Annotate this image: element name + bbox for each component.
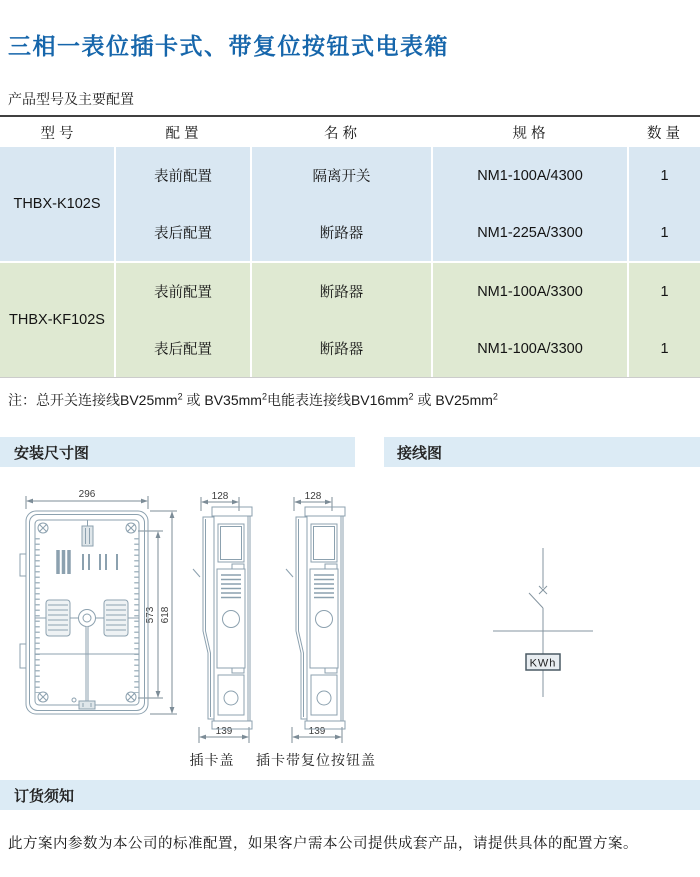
note-text: 或 BV35mm xyxy=(182,392,262,408)
side2-top-dim-label: 128 xyxy=(304,491,322,502)
name-cell: 断路器 xyxy=(250,263,431,320)
qty-cell: 1 xyxy=(627,204,700,261)
side-view-card-cover-drawing xyxy=(187,491,267,749)
name-cell: 断路器 xyxy=(250,204,431,261)
note-text: 或 BV25mm xyxy=(413,392,493,408)
col-header-spec: 规 格 xyxy=(512,125,546,142)
qty-cell: 1 xyxy=(627,147,700,204)
front-view-drawing xyxy=(12,488,187,746)
side-view-reset-button-cover-drawing xyxy=(280,491,360,749)
model-cell: THBX-K102S xyxy=(13,196,101,212)
note-sup: 2 xyxy=(408,391,414,402)
spec-table xyxy=(0,115,700,378)
qty-cell: 1 xyxy=(627,320,700,377)
qty-cell: 1 xyxy=(627,263,700,320)
config-cell: 表前配置 xyxy=(114,263,250,320)
section-header-install-dimensions: 安装尺寸图 xyxy=(0,437,355,467)
table-group-thbx-k102s xyxy=(0,147,700,261)
spec-table-header xyxy=(0,117,700,147)
config-cell: 表前配置 xyxy=(114,147,250,204)
section-header-ordering-notes: 订货须知 xyxy=(0,780,700,810)
spec-cell: NM1-100A/4300 xyxy=(431,147,627,204)
col-header-qty: 数 量 xyxy=(646,125,681,142)
col-header-name: 名 称 xyxy=(323,125,358,142)
drawings-area xyxy=(0,467,700,780)
spec-cell: NM1-100A/3300 xyxy=(431,320,627,377)
meter-symbol-label: KWh xyxy=(529,657,557,670)
table-group-thbx-kf102s xyxy=(0,263,700,377)
table-note xyxy=(8,390,498,410)
side-view-2-caption: 插卡带复位按钮盖 xyxy=(256,752,376,768)
name-cell: 隔离开关 xyxy=(250,147,431,204)
col-header-model: 型 号 xyxy=(40,125,74,142)
side-view-1-caption: 插卡盖 xyxy=(189,752,235,768)
name-cell: 断路器 xyxy=(250,320,431,377)
note-text: 注：总开关连接线BV25mm xyxy=(8,392,178,408)
page-subtitle: 产品型号及主要配置 xyxy=(8,91,134,107)
note-sup: 2 xyxy=(261,391,267,402)
side1-top-dim-label: 128 xyxy=(211,491,229,502)
front-inner-height-dim-label: 573 xyxy=(145,606,156,624)
config-cell: 表后配置 xyxy=(114,320,250,377)
config-cell: 表后配置 xyxy=(114,204,250,261)
side2-bottom-dim-label: 139 xyxy=(308,726,326,737)
side1-bottom-dim-label: 139 xyxy=(215,726,233,737)
footer-note: 此方案内参数为本公司的标准配置，如果客户需本公司提供成套产品，请提供具体的配置方案。 xyxy=(8,836,638,852)
section-header-wiring-diagram: 接线图 xyxy=(384,437,700,467)
front-width-dim-label: 296 xyxy=(78,489,96,500)
spec-cell: NM1-100A/3300 xyxy=(431,263,627,320)
wiring-diagram xyxy=(455,545,655,705)
spec-cell: NM1-225A/3300 xyxy=(431,204,627,261)
note-sup: 2 xyxy=(177,391,183,402)
front-outer-height-dim-label: 618 xyxy=(160,606,171,624)
note-sup: 2 xyxy=(492,391,498,402)
model-cell: THBX-KF102S xyxy=(9,312,105,328)
note-text: 电能表连接线BV16mm xyxy=(266,392,409,408)
col-header-config: 配 置 xyxy=(165,125,199,142)
page-title: 三相一表位插卡式、带复位按钮式电表箱 xyxy=(8,33,449,59)
